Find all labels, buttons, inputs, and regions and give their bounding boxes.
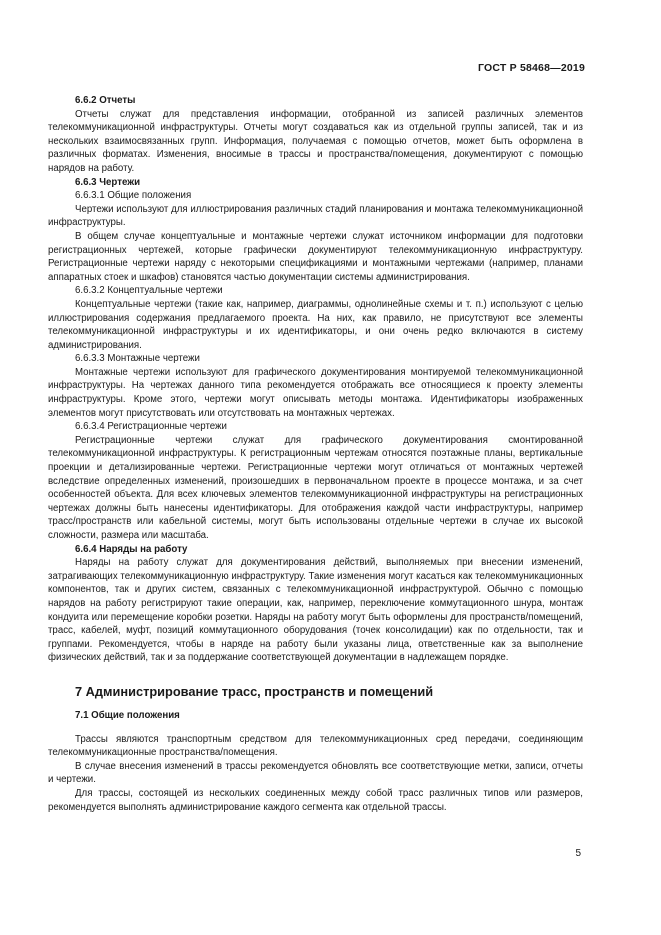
subsection-heading-6-6-3-4: 6.6.3.4 Регистрационные чертежи — [75, 421, 227, 433]
paragraph: Наряды на работу служат для документирования действий, выполняемых при внесении изменений, затрагивающих телекоммуникационную инфраструктуру. Такие изменения могут касаться как телекоммуникационных компонентов, так и других систем, связанных с телекоммуникационной инфраструктурой. Обычно с помощью нарядов на работу регистрируют такие операции, как, например, переключение коммутационного шнура, монтаж кондуита или перемещение коробки розетки. Наряды на работу могут быть оформлены для пространств/помещений, трасс, кабелей, муфт, позиций коммутационного оборудования (точек консолидации) как по отдельности, так и группами. Рекомендуется, чтобы в наряде на работу были указаны лица, ответственные как за выполнение физических действий, так и за поддержание соответствующей документации в надлежащем порядке. — [48, 557, 583, 664]
page-number: 5 — [575, 848, 581, 859]
document-header: ГОСТ Р 58468—2019 — [477, 62, 585, 74]
subsection-heading-6-6-3-3: 6.6.3.3 Монтажные чертежи — [75, 353, 200, 365]
section-heading-7-1: 7.1 Общие положения — [75, 709, 180, 721]
section-heading-6-6-2: 6.6.2 Отчеты — [75, 95, 136, 106]
paragraph: Монтажные чертежи используют для графического документирования монтируемой телекоммуникационной инфраструктуры. На чертежах данного типа рекомендуется отображать все относящиеся к проекту элементы инфраструктуры. Кроме этого, чертежи могут описывать методы монтажа. Идентификаторы изображенных элементов могут присутствовать или отсутствовать на монтажных чертежах. — [48, 366, 583, 419]
section-heading-6-6-4: 6.6.4 Наряды на работу — [75, 543, 188, 555]
paragraph: Регистрационные чертежи служат для графического документирования смонтированной телекоммуникационной инфраструктуры. К регистрационным чертежам относятся поэтажные планы, вертикальные проекции и детализированные чертежи. Регистрационные чертежи могут отличаться от монтажных чертежей вследствие определенных изменений, произошедших в первоначальном проекте в процессе монтажа, и за счет особенностей объекта. Для всех ключевых элементов телекоммуникационной инфраструктуры на регистрационных чертежах должны быть нанесены идентификаторы. Для отображения каждой части инфраструктуры, например трасс/пространств или кабельной системы, могут быть использованы отдельные чертежи в случае их высокой сложности, размера или масштаба. — [48, 434, 583, 541]
document-body — [48, 94, 583, 814]
paragraph: Для трассы, состоящей из нескольких соединенных между собой трасс различных типов или размеров, рекомендуется выполнять администрирование каждого сегмента как отдельной трассы. — [48, 787, 583, 813]
paragraph: Концептуальные чертежи (такие как, например, диаграммы, однолинейные схемы и т. п.) используют с целью иллюстрирования содержания предлагаемого проекта. На них, как правило, не присутствуют все элементы телекоммуникационной инфраструктуры и их идентификаторы, и они очень редко включаются в систему администрирования. — [48, 298, 583, 351]
section-heading-6-6-3: 6.6.3 Чертежи — [75, 176, 141, 188]
subsection-heading-6-6-3-2: 6.6.3.2 Концептуальные чертежи — [75, 285, 223, 297]
paragraph: В случае внесения изменений в трассы рекомендуется обновлять все соответствующие метки, записи, отчеты и чертежи. — [48, 760, 583, 786]
paragraph: Отчеты служат для представления информации, отобранной из записей различных элементов телекоммуникационной инфраструктуры. Отчеты могут создаваться как из отдельной группы записей, так и из нескольких взаимосвязанных групп. Информация, получаемая с помощью отчетов, может быть оформлена в различных форматах. Изменения, вносимые в трассы и пространства/помещения, документируют с помощью нарядов на работу. — [48, 108, 583, 174]
paragraph: Чертежи используют для иллюстрирования различных стадий планирования и монтажа телекоммуникационной инфраструктуры. — [48, 203, 583, 229]
chapter-heading-7: 7 Администрирование трасс, пространств и помещений — [75, 683, 434, 699]
paragraph: Трассы являются транспортным средством для телекоммуникационных сред передачи, соединяющим телекоммуникационные пространства/помещения. — [48, 733, 583, 759]
subsection-heading-6-6-3-1: 6.6.3.1 Общие положения — [75, 190, 192, 202]
paragraph: В общем случае концептуальные и монтажные чертежи служат источником информации для подготовки регистрационных чертежей, которые графически документируют телекоммуникационную инфраструктуру. Регистрационные чертежи наряду с некоторыми спецификациями и монтажными чертежами (например, планами аппаратных стоек и шкафов) становятся частью документации системы администрирования. — [48, 230, 583, 283]
